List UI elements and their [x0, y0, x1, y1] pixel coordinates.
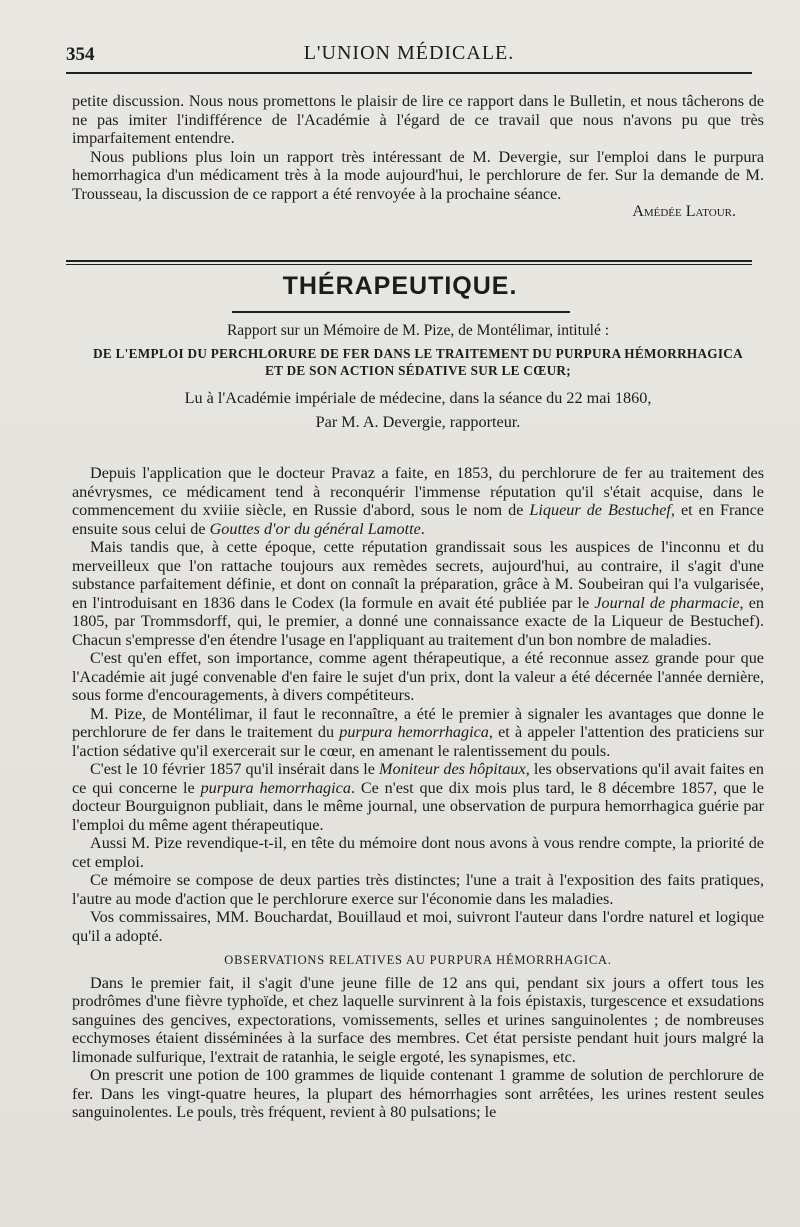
journal-title: L'UNION MÉDICALE.: [303, 42, 515, 64]
section-rule-thin: [66, 264, 752, 265]
signature: Amédée Latour.: [632, 203, 736, 220]
body-paragraph-4: M. Pize, de Montélimar, il faut le reconnaître, a été le premier à signaler les avantages que donne le perchlorure de fer dans le traitement du purpura hemorrhagica, et à appeler l'attention des praticiens sur l'action sédative qu'il exercerait sur le cœur, en amenant le ralentissement du pouls.: [72, 704, 764, 760]
page-number: 354: [66, 44, 95, 65]
report-line: Rapport sur un Mémoire de M. Pize, de Montélimar, intitulé :: [226, 322, 610, 339]
body-paragraph-6: Aussi M. Pize revendique-t-il, en tête du mémoire dont nous avons à vous rendre compte, la priorité de cet emploi.: [72, 834, 764, 871]
body-paragraph-7: Ce mémoire se compose de deux parties très distinctes; l'une a trait à l'exposition des faits pratiques, l'autre au mode d'action que le perchlorure exerce sur l'économie dans les maladies.: [72, 871, 764, 908]
page-header: [66, 38, 752, 72]
intro-text: [72, 92, 764, 222]
body-paragraph-10: On prescrit une potion de 100 grammes de liquide contenant 1 gramme de solution de perchlorure de fer. Dans les vingt-quatre heures, la plupart des hémorrhagies sont arrêtées, les urines restent seules sanguinolentes. Le pouls, très fréquent, revient à 80 pulsations; le: [72, 1066, 764, 1121]
memoire-title-line-1: DE L'EMPLOI DU PERCHLORURE DE FER DANS LE TRAITEMENT DU PURPURA HÉMORRHAGICA: [93, 345, 743, 361]
report-author: Par M. A. Devergie, rapporteur.: [315, 413, 521, 431]
report-body: [72, 464, 764, 1122]
observations-heading: OBSERVATIONS RELATIVES AU PURPURA HÉMORRHAGICA.: [224, 953, 612, 967]
intro-paragraph-1: petite discussion. Nous nous promettons le plaisir de lire ce rapport dans le Bulletin, et nous tâcherons de ne pas imiter l'indifférence de l'Académie à l'égard de ce travail que nous n'avons pu que très imparfaitement entendre.: [72, 92, 764, 147]
report-heading: [72, 322, 764, 432]
intro-paragraph-2: Nous publions plus loin un rapport très intéressant de M. Devergie, sur l'emploi dans le purpura hemorrhagica d'un médicament très à la mode aujourd'hui, le perchlorure de fer. Sur la demande de M. Trousseau, la discussion de ce rapport a été renvoyée à la prochaine séance.: [72, 147, 764, 203]
body-paragraph-8: Vos commissaires, MM. Bouchardat, Bouillaud et moi, suivront l'auteur dans l'ordre naturel et logique qu'il a adopté.: [72, 908, 764, 945]
section-title: THÉRAPEUTIQUE.: [282, 272, 518, 300]
body-paragraph-3: C'est qu'en effet, son importance, comme agent thérapeutique, a été reconnue assez grande pour que l'Académie ait jugé convenable d'en faire le sujet d'un prix, dont la valeur a été décernée l'année dernière, sous forme d'encouragements, à divers compétiteurs.: [72, 649, 764, 704]
memoire-title-line-2: ET DE SON ACTION SÉDATIVE SUR LE CŒUR;: [265, 362, 571, 378]
reading-date: Lu à l'Académie impériale de médecine, dans la séance du 22 mai 1860,: [184, 388, 652, 407]
section-title-underline: [232, 311, 570, 313]
body-paragraph-2: Mais tandis que, à cette époque, cette réputation grandissait sous les auspices de l'inconnu et du merveilleux que l'on rattache toujours aux remèdes secrets, aujourd'hui, au contraire, il s'agit d'une substance parfaitement définie, et dont on connaît la préparation, grâce à M. Soubeiran qui l'a vulgarisée, en l'introduisant en 1836 dans le Codex (la formule en avait été publiée par le Journal de pharmacie, en 1805, par Trommsdorff, qui, le premier, a donné une connaissance exacte de la Liqueur de Bestuchef). Chacun s'empresse d'en étendre l'usage en l'appliquant au traitement d'un bon nombre de maladies.: [72, 538, 765, 649]
header-rule: [66, 72, 752, 74]
section-rule-top: [66, 260, 752, 262]
body-paragraph-5: C'est le 10 février 1857 qu'il insérait dans le Moniteur des hôpitaux, les observations qu'il avait faites en ce qui concerne le purpura hemorrhagica. Ce n'est que dix mois plus tard, le 8 décembre 1857, que le docteur Bourguignon publiait, dans le même journal, une observation de purpura hemorrhagica guérie par l'emploi du même agent thérapeutique.: [72, 760, 764, 834]
body-paragraph-1: Depuis l'application que le docteur Pravaz a faite, en 1853, du perchlorure de fer au traitement des anévrysmes, ce médicament tend à reconquérir l'immense réputation qu'il s'était acquise, dans le commencement du xviiie siècle, en Russie d'abord, sous le nom de Liqueur de Bestuchef, et en France ensuite sous celui de Gouttes d'or du général Lamotte.: [72, 464, 764, 538]
body-paragraph-9: Dans le premier fait, il s'agit d'une jeune fille de 12 ans qui, pendant six jours a offert tous les prodrômes d'une fièvre typhoïde, et chez laquelle survinrent à la fois épistaxis, turgescence et exsudations sanguines des gencives, expectorations, vomissements, selles et urines sanguinolentes ; de nombreuses ecchymoses étaient disséminées à la surface des membres. Cet état persiste pendant huit jours malgré la limonade sulfurique, l'extrait de ratanhia, le seigle ergoté, les synapismes, etc.: [72, 973, 764, 1066]
